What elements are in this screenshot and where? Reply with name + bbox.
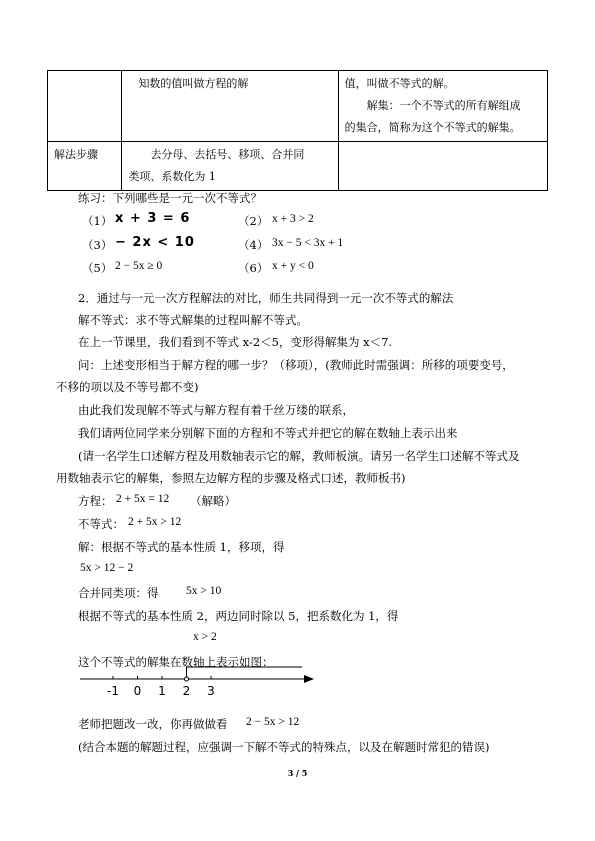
open-circle-icon — [185, 677, 189, 681]
number-line-tick-label: 3 — [207, 684, 215, 698]
cell-text: 值，叫做不等式的解。 — [344, 77, 455, 90]
paragraph: 2．通过与一元一次方程解法的对比，师生共同得到一元一次不等式的解法 — [78, 291, 454, 305]
cell-text: 解集：一个不等式的所有解组成 — [366, 99, 521, 112]
exercise-num: （6） — [238, 261, 269, 275]
solution-ray — [187, 667, 303, 679]
paragraph: (请一名学生口述解方程及用数轴表示它的解，教师板演。请另一名学生口述解不等式及 — [78, 449, 520, 463]
number-line-tick-label: 0 — [133, 684, 142, 698]
inequality-expr: 2 + 5x > 12 — [128, 516, 182, 528]
cell-text: 的集合，简称为这个不等式的解集。 — [344, 121, 521, 134]
exercise-expr: 3x − 5 < 3x + 1 — [272, 237, 344, 249]
paragraph: 用数轴表示它的解集，参照左边解方程的步骤及格式口述，教师板书) — [56, 471, 406, 485]
paragraph: 老师把题改一改，你再做做看 — [78, 717, 228, 731]
paragraph: 问：上述变形相当于解方程的哪一步？（移项），(教师此时需强调：所移的项要变号， — [78, 358, 514, 372]
arrow-icon — [304, 675, 314, 683]
number-line — [78, 665, 318, 705]
solution-expr: 5x > 10 — [186, 585, 222, 597]
solution-step: 这个不等式的解集在数轴上表示如图： — [78, 655, 274, 669]
exercise-expr: x + y < 0 — [272, 260, 314, 272]
exercise-expr: − 2x < 10 — [115, 235, 195, 250]
comparison-table — [47, 70, 548, 191]
paragraph: 解不等式：求不等式解集的过程叫解不等式。 — [78, 313, 308, 327]
paragraph: 不移的项以及不等号都不变) — [56, 380, 199, 394]
exercise-expr: 2 − 5x ≥ 0 — [115, 260, 163, 272]
number-line-tick-label: -1 — [107, 684, 119, 698]
exercise-num: （1） — [82, 214, 113, 228]
table-cell — [122, 71, 338, 142]
cell-text: 解法步骤 — [54, 148, 98, 161]
solution-step: 根据不等式的基本性质 2，两边同时除以 5，把系数化为 1，得 — [78, 609, 399, 623]
table-cell — [48, 71, 122, 142]
exercise-num: （3） — [82, 238, 113, 252]
exercise-num: （2） — [238, 214, 269, 228]
page-number: 3 / 5 — [287, 768, 308, 778]
solution-expr: 5x > 12 − 2 — [80, 562, 134, 574]
exercise-heading: 练习：下列哪些是一元一次不等式？ — [78, 191, 262, 205]
cell-text: 去分母、去括号、移项、合并同 — [150, 148, 305, 161]
table-cell — [338, 142, 547, 191]
equation-note: （解略） — [190, 494, 236, 508]
number-line-tick-label: 1 — [158, 684, 166, 698]
exercise-num: （5） — [82, 261, 113, 275]
solution-step: 合并同类项：得 — [78, 586, 159, 600]
equation-expr: 2 + 5x = 12 — [116, 493, 170, 505]
equation-label: 方程： — [78, 494, 113, 508]
cell-text: 知数的值叫做方程的解 — [138, 77, 249, 90]
table-row — [48, 142, 548, 191]
cell-text: 类项、系数化为 1 — [128, 170, 216, 183]
paragraph: 在上一节课里，我们看到不等式 x-2＜5，变形得解集为 x＜7. — [78, 335, 393, 349]
paragraph: (结合本题的解题过程，应强调一下解不等式的特殊点，以及在解题时常犯的错误) — [78, 740, 490, 754]
exercise-expr: x + 3 = 6 — [115, 211, 191, 226]
solution-expr: x > 2 — [193, 631, 217, 643]
table-cell — [338, 71, 547, 142]
paragraph: 我们请两位同学来分别解下面的方程和不等式并把它的解在数轴上表示出来 — [78, 426, 458, 440]
practice-expr: 2 − 5x > 12 — [246, 716, 300, 728]
table-cell — [122, 142, 338, 191]
exercise-expr: x + 3 > 2 — [272, 213, 314, 225]
inequality-label: 不等式： — [78, 517, 124, 531]
solution-step: 解：根据不等式的基本性质 1，移项，得 — [78, 540, 285, 554]
number-line-tick-label: 2 — [182, 684, 191, 698]
exercise-num: （4） — [238, 238, 269, 252]
table-row — [48, 71, 548, 142]
table-cell — [48, 142, 122, 191]
paragraph: 由此我们发现解不等式与解方程有着千丝万缕的联系， — [78, 403, 354, 417]
